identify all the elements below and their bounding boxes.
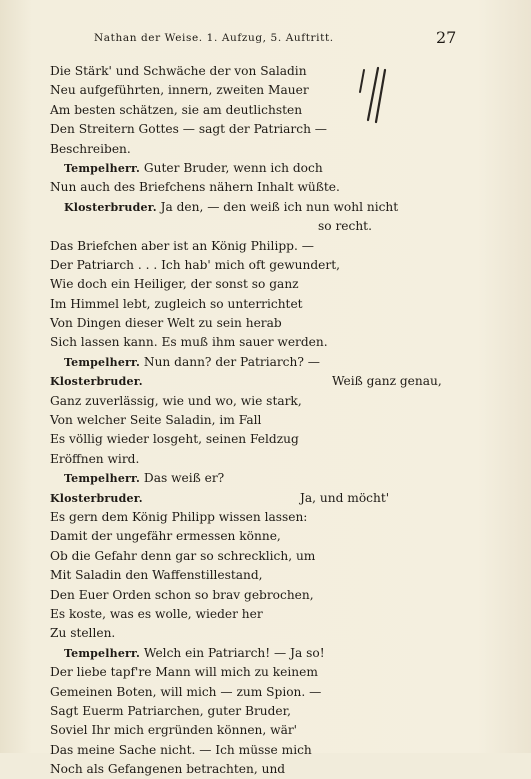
line-text: Das meine Sache nicht. — Ich müsse mich [50, 742, 312, 757]
line-text: Sich lassen kann. Es muß ihm sauer werden. [50, 335, 328, 350]
line-text: Weiß ganz genau, [332, 374, 442, 389]
verse-line [50, 217, 475, 236]
line-text: Noch als Gefangenen betrachten, und [50, 762, 286, 777]
verse-text [50, 62, 475, 779]
line-text: Die Stärk' und Schwäche der von Saladin [50, 64, 307, 78]
line-text: Nun auch des Briefchens nähern Inhalt wüßte. [50, 180, 340, 195]
verse-line [50, 392, 475, 411]
line-text: Nun dann? der Patriarch? — [143, 354, 320, 369]
verse-line [50, 353, 475, 372]
verse-line [50, 760, 475, 779]
line-text: Ganz zuverlässig, wie und wo, wie stark, [50, 393, 302, 408]
speaker-name: Klosterbruder. [64, 200, 157, 214]
verse-line [50, 683, 475, 702]
verse-line [50, 527, 475, 546]
line-text: Welch ein Patriarch! — Ja so! [143, 645, 325, 660]
verse-line [50, 81, 475, 100]
line-text: Wie doch ein Heiliger, der sonst so ganz [50, 277, 299, 292]
line-text: Beschreiben. [50, 141, 131, 156]
line-text: Es koste, was es wolle, wieder her [50, 606, 263, 621]
verse-line [50, 159, 475, 178]
verse-line [50, 178, 475, 197]
line-text: Den Streitern Gottes — sagt der Patriarch — [50, 122, 327, 137]
verse-line [50, 489, 475, 508]
verse-line [50, 702, 475, 721]
verse-line [50, 624, 475, 643]
page-number: 27 [436, 28, 457, 47]
line-text: Gemeinen Boten, will mich — zum Spion. — [50, 684, 322, 699]
speaker-name: Klosterbruder. [50, 491, 143, 505]
verse-line [50, 469, 475, 488]
verse-line [50, 140, 475, 159]
verse-line [50, 547, 475, 566]
line-text: Soviel Ihr mich ergründen können, wär' [50, 723, 298, 738]
verse-line [50, 411, 475, 430]
line-text: Das Briefchen aber ist an König Philipp. — [50, 238, 314, 253]
verse-line [50, 198, 475, 217]
running-header: Nathan der Weise. 1. Aufzug, 5. Auftritt. [94, 32, 334, 44]
line-text: Von Dingen dieser Welt zu sein herab [50, 316, 282, 331]
line-text: Neu aufgeführten, innern, zweiten Mauer [50, 83, 309, 98]
speaker-name: Tempelherr. [64, 161, 141, 175]
line-text: Ja den, — den weiß ich nun wohl nicht [160, 199, 399, 214]
line-text: Das weiß er? [143, 471, 225, 486]
line-text: Guter Bruder, wenn ich doch [143, 160, 323, 175]
line-text: Zu stellen. [50, 626, 116, 641]
line-text: Der liebe tapf're Mann will mich zu keinem [50, 665, 318, 680]
line-text: Ja, und möcht' [300, 490, 390, 505]
line-text: Ob die Gefahr denn gar so schrecklich, um [50, 548, 316, 563]
verse-line [50, 333, 475, 352]
verse-line [50, 663, 475, 682]
line-text: Sagt Euerm Patriarchen, guter Bruder, [50, 703, 291, 718]
verse-line [50, 644, 475, 663]
verse-line [50, 237, 475, 256]
speaker-name: Tempelherr. [64, 472, 141, 486]
line-text: Es völlig wieder losgeht, seinen Feldzug [50, 432, 299, 447]
line-text: Den Euer Orden schon so brav gebrochen, [50, 587, 314, 602]
verse-line [50, 508, 475, 527]
line-text: Der Patriarch . . . Ich hab' mich oft gewundert, [50, 257, 340, 272]
speaker-name: Tempelherr. [64, 646, 141, 660]
line-text: Am besten schätzen, sie am deutlichsten [50, 102, 303, 117]
verse-line [50, 120, 475, 139]
line-text: Damit der ungefähr ermessen könne, [50, 529, 281, 544]
verse-line [50, 101, 475, 120]
verse-line [50, 256, 475, 275]
verse-line [50, 741, 475, 760]
line-text: Im Himmel lebt, zugleich so unterrichtet [50, 296, 303, 311]
verse-line [50, 295, 475, 314]
verse-line [50, 430, 475, 449]
verse-line [50, 566, 475, 585]
line-text: Mit Saladin den Waffenstillestand, [50, 568, 263, 583]
speaker-name: Tempelherr. [64, 355, 141, 369]
verse-line [50, 586, 475, 605]
line-text: so recht. [318, 219, 372, 234]
speaker-name: Klosterbruder. [50, 375, 143, 389]
verse-line [50, 605, 475, 624]
verse-line [50, 450, 475, 469]
line-text: Es gern dem König Philipp wissen lassen: [50, 509, 308, 524]
verse-line [50, 721, 475, 740]
line-text: Von welcher Seite Saladin, im Fall [50, 413, 262, 428]
verse-line [50, 275, 475, 294]
verse-line [50, 372, 475, 391]
verse-line [50, 62, 475, 81]
verse-line [50, 314, 475, 333]
line-text: Eröffnen wird. [50, 451, 140, 466]
